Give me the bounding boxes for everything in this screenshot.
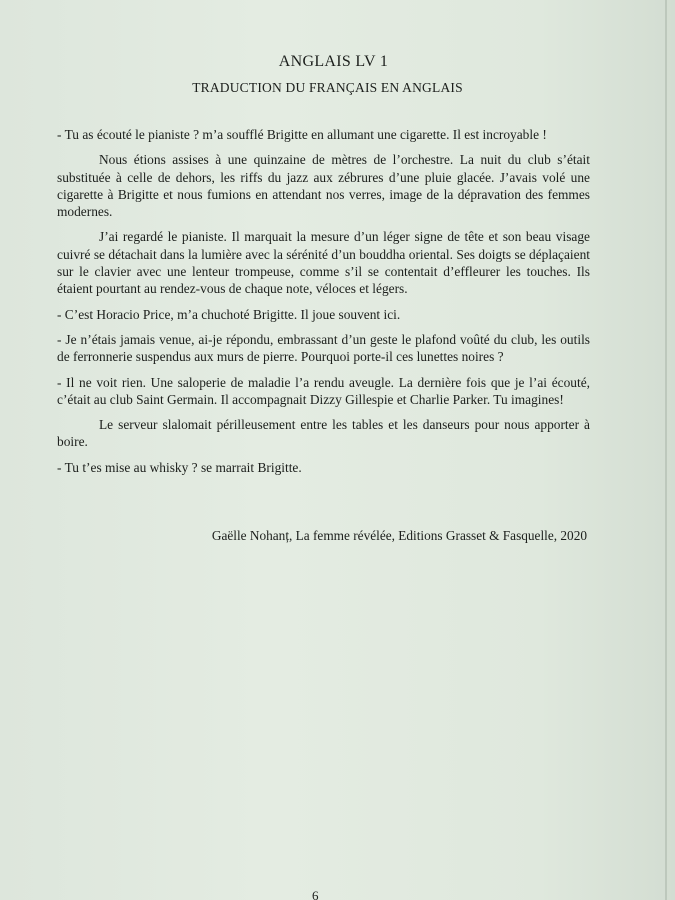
exam-title: ANGLAIS LV 1 xyxy=(278,53,389,70)
paragraph-2: Nous étions assises à une quinzaine de mètres de l’orchestre. La nuit du club s’était substituée à celle de dehors, les riffs du jazz aux zébrures d’une pluie glacée. J’avais volé une cigarette à Brigitte et nous fumions en attendant nos verres, image de la dépravation des femmes modernes. xyxy=(57,152,590,220)
paragraph-5: - Je n’étais jamais venue, ai-je répondu, embrassant d’un geste le plafond voûté du club, les outils de ferronnerie suspendus aux murs de pierre. Pourquoi porte-il ces lunettes noires ? xyxy=(57,331,590,365)
page-number: 6 xyxy=(312,888,319,900)
paragraph-8: - Tu t’es mise au whisky ? se marrait Brigitte. xyxy=(57,459,302,475)
passage-text xyxy=(57,126,590,484)
source-citation: Gaëlle Nohanț, La femme révélée, Editions Grasset & Fasquelle, 2020 xyxy=(211,528,587,543)
exam-subtitle: TRADUCTION DU FRANÇAIS EN ANGLAIS xyxy=(192,80,463,95)
paragraph-6: - Il ne voit rien. Une saloperie de maladie l’a rendu aveugle. La dernière fois que je l’ai écouté, c’était au club Saint Germain. Il accompagnait Dizzy Gillespie et Charlie Parker. Tu imagines! xyxy=(57,374,590,407)
paragraph-7: Le serveur slalomait périlleusement entre les tables et les danseurs pour nous apporter à boire. xyxy=(57,417,590,450)
paragraph-3: J’ai regardé le pianiste. Il marquait la mesure d’un léger signe de tête et son beau visage cuivré se détachait dans la lumière avec la sérénité d’un bouddha oriental. Ses doigts se déplaçaient sur le clavier avec une lenteur trompeuse, comme s’il se contentait d’effleurer les touches. Ils étaient pourtant au rendez-vous de chaque note, véloces et légers. xyxy=(57,229,590,297)
paper-fold-shadow xyxy=(665,0,667,900)
paragraph-1: - Tu as écouté le pianiste ? m’a soufflé Brigitte en allumant une cigarette. Il est incroyable ! xyxy=(57,127,547,142)
paragraph-4: - C’est Horacio Price, m’a chuchoté Brigitte. Il joue souvent ici. xyxy=(57,306,401,322)
